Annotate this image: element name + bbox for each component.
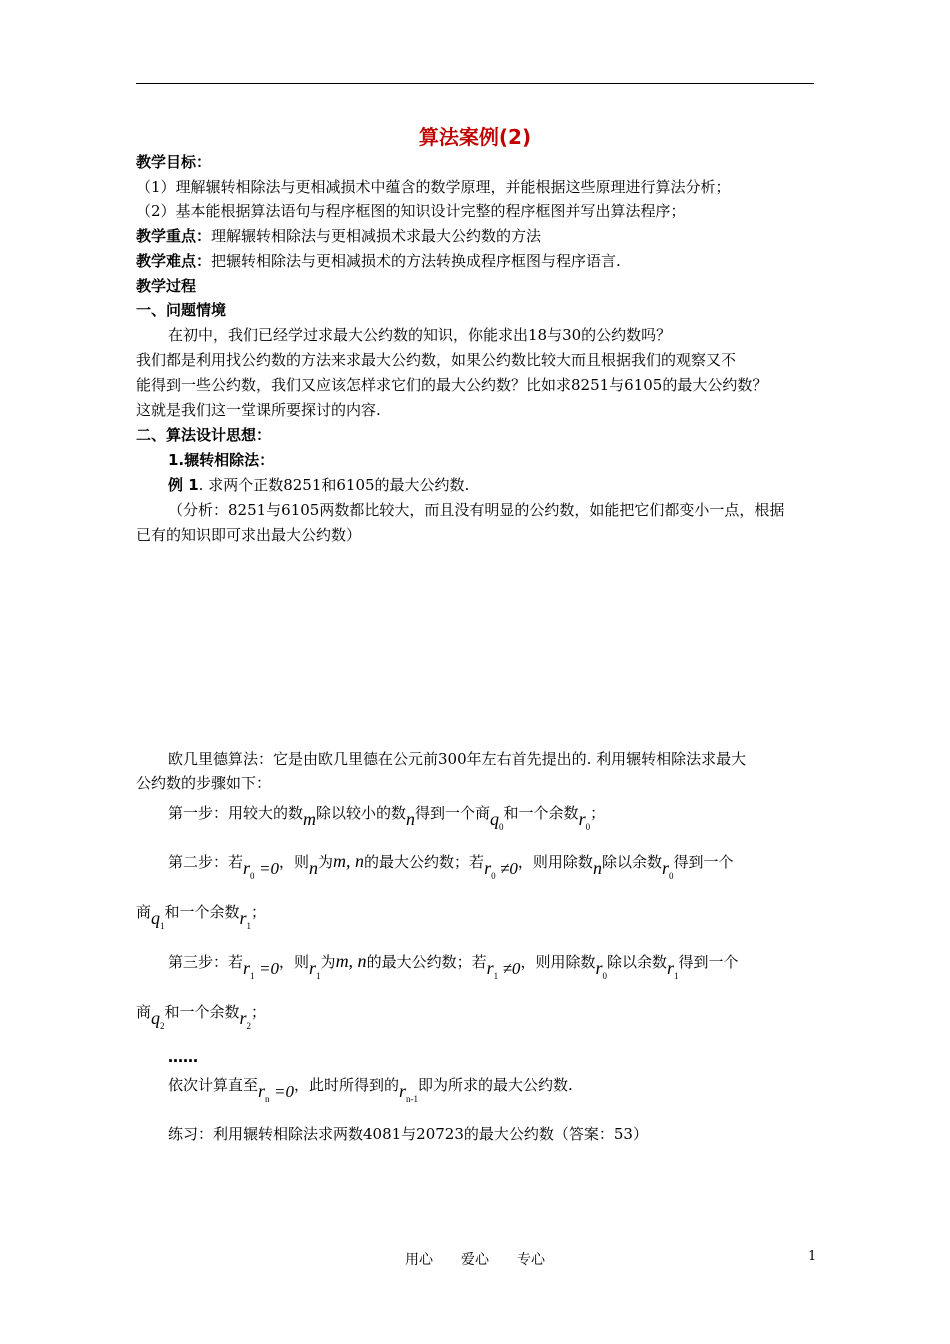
math-sub: 1 — [316, 971, 321, 981]
math-r1 — [309, 958, 321, 981]
euclid-line-1: 欧几里德算法：它是由欧几里德在公元前300年左右首先提出的. 利用辗转相除法求最大 — [168, 750, 747, 768]
goals-heading: 教学目标： — [136, 153, 212, 171]
math-r1 — [239, 908, 252, 931]
math-r0-eq0 — [243, 858, 280, 881]
math-rn-1 — [399, 1081, 419, 1104]
math-sub: 0 — [602, 971, 607, 981]
math-r: r — [399, 1081, 407, 1101]
math-sub: 0 — [491, 871, 496, 881]
math-r: r — [666, 958, 674, 978]
math-sub: 0 — [499, 822, 504, 832]
header-rule — [136, 83, 814, 84]
math-sub: 1 — [493, 971, 499, 981]
ellipsis: …… — [168, 1048, 198, 1066]
math-sub: 0 — [668, 871, 674, 881]
step-text: 第二步：若 — [168, 853, 244, 871]
analysis-line-2: 已有的知识即可求出最大公约数） — [136, 526, 362, 544]
difficulty-label: 教学难点： — [136, 252, 212, 270]
step-2 — [168, 851, 733, 879]
step-text: 商 — [136, 903, 152, 921]
step-text: ，则用除数 — [520, 953, 596, 971]
step-text: ，则用除数 — [517, 853, 593, 871]
math-r: r — [484, 858, 492, 878]
step-text: ； — [251, 1003, 267, 1021]
math-r1-eq0 — [243, 958, 280, 981]
section-1-heading: 一、问题情境 — [136, 301, 227, 319]
step-text: 得到一个 — [678, 953, 739, 971]
math-ne0: ≠0 — [502, 959, 521, 978]
step-text: 除以余数 — [606, 953, 667, 971]
section-2-heading: 二、算法设计思想： — [136, 426, 272, 444]
math-q: q — [490, 809, 500, 829]
step-text: 商 — [136, 1003, 152, 1021]
step-text: ； — [590, 804, 606, 822]
math-r2 — [239, 1008, 252, 1031]
final-step — [168, 1074, 573, 1102]
math-sub: n-1 — [406, 1094, 419, 1104]
math-eq0: =0 — [259, 859, 280, 878]
step-text: 除以余数 — [601, 853, 662, 871]
math-r: r — [486, 958, 494, 978]
step-text: 的最大公约数；若 — [366, 953, 487, 971]
math-r: r — [239, 908, 247, 928]
step-text: 得到一个 — [673, 853, 734, 871]
key-text: 理解辗转相除法与更相减损术求最大公约数的方法 — [211, 227, 542, 245]
math-r0 — [595, 958, 607, 981]
step-1 — [168, 802, 605, 830]
math-n: n — [309, 858, 319, 878]
math-r: r — [661, 858, 669, 878]
math-r: r — [258, 1081, 266, 1101]
math-r: r — [243, 858, 251, 878]
step-text: 得到一个商 — [415, 804, 491, 822]
math-sub: 1 — [246, 921, 252, 931]
math-sub: 1 — [160, 921, 165, 931]
math-r0 — [578, 809, 591, 832]
step-text: 和一个余数 — [164, 903, 240, 921]
step-text: 第一步：用较大的数 — [168, 804, 304, 822]
difficulty-text: 把辗转相除法与更相减损术的方法转换成程序框图与程序语言. — [211, 252, 621, 270]
s1-paragraph-3: 能得到一些公约数，我们又应该怎样求它们的最大公约数？比如求8251与6105的最大公约数？ — [136, 376, 768, 394]
math-mn: m, n — [335, 951, 367, 971]
math-q2 — [151, 1008, 165, 1031]
step-text: 即为所求的最大公约数. — [418, 1076, 573, 1094]
example-label: 例 1 — [168, 476, 199, 494]
step-text: ，则 — [279, 953, 310, 971]
goal-item-1: （1）理解辗转相除法与更相减损术中蕴含的数学原理，并能根据这些原理进行算法分析； — [136, 178, 731, 196]
math-m: m — [303, 809, 317, 829]
step-3-continued — [136, 1001, 266, 1029]
math-r: r — [578, 809, 586, 829]
s1-paragraph-1: 在初中，我们已经学过求最大公约数的知识，你能求出18与30的公约数吗？ — [168, 326, 672, 344]
math-n: n — [592, 858, 602, 878]
math-ne0: ≠0 — [500, 859, 518, 878]
math-mn: m, n — [333, 851, 365, 871]
step-text: ，此时所得到的 — [294, 1076, 400, 1094]
step-text: 依次计算直至 — [168, 1076, 259, 1094]
math-eq0: =0 — [259, 959, 280, 978]
s1-paragraph-4: 这就是我们这一堂课所要探讨的内容. — [136, 401, 381, 419]
practice: 练习：利用辗转相除法求两数4081与20723的最大公约数（答案：53） — [168, 1125, 648, 1143]
math-r: r — [309, 958, 317, 978]
analysis-line-1: （分析：8251与6105两数都比较大，而且没有明显的公约数，如能把它们都变小一点，根据 — [168, 501, 785, 519]
math-sub: 1 — [674, 971, 679, 981]
goal-item-2: （2）基本能根据算法语句与程序框图的知识设计完整的程序框图并写出算法程序； — [136, 202, 686, 220]
math-sub: 1 — [250, 971, 255, 981]
math-q1 — [151, 908, 165, 931]
key-label: 教学重点： — [136, 227, 212, 245]
math-sub: 2 — [160, 1021, 165, 1031]
math-r: r — [595, 958, 603, 978]
step-text: 的最大公约数；若 — [364, 853, 485, 871]
step-text: 为 — [318, 853, 334, 871]
math-sub: n — [265, 1094, 270, 1104]
math-q: q — [151, 908, 161, 928]
math-q0 — [490, 809, 504, 832]
page-title: 算法案例(2) — [418, 125, 532, 149]
math-n: n — [406, 809, 416, 829]
step-text: 为 — [320, 953, 336, 971]
footer-text-1: 用心 — [405, 1252, 433, 1268]
math-eq0: =0 — [274, 1082, 295, 1101]
math-q: q — [151, 1008, 161, 1028]
step-text: 和一个余数 — [503, 804, 579, 822]
math-r: r — [239, 1008, 247, 1028]
subsection-heading: 1.辗转相除法： — [168, 451, 275, 469]
math-r1-ne0 — [486, 958, 521, 981]
footer-text-2: 爱心 — [461, 1252, 489, 1268]
footer-text-3: 专心 — [517, 1252, 545, 1268]
difficulty — [136, 251, 621, 271]
example-1 — [168, 475, 469, 495]
page-number: 1 — [808, 1249, 817, 1264]
math-r: r — [243, 958, 251, 978]
process-heading: 教学过程 — [136, 277, 197, 295]
math-sub: 2 — [246, 1021, 252, 1031]
step-text: ； — [251, 903, 267, 921]
math-r0 — [661, 858, 674, 881]
step-text: 和一个余数 — [164, 1003, 240, 1021]
step-2-continued — [136, 901, 266, 929]
step-3 — [168, 951, 739, 979]
math-rn-eq0 — [258, 1081, 295, 1104]
math-sub: 0 — [585, 822, 591, 832]
step-text: ，则 — [279, 853, 310, 871]
euclid-line-2: 公约数的步骤如下： — [136, 774, 272, 792]
key-points — [136, 226, 541, 246]
s1-paragraph-2: 我们都是利用找公约数的方法来求最大公约数，如果公约数比较大而且根据我们的观察又不 — [136, 351, 737, 369]
step-text: 除以较小的数 — [316, 804, 407, 822]
math-sub: 0 — [250, 871, 255, 881]
math-r1 — [666, 958, 679, 981]
step-text: 第三步：若 — [168, 953, 244, 971]
math-r0-ne0 — [484, 858, 518, 881]
example-text: . 求两个正数8251和6105的最大公约数. — [198, 476, 470, 494]
